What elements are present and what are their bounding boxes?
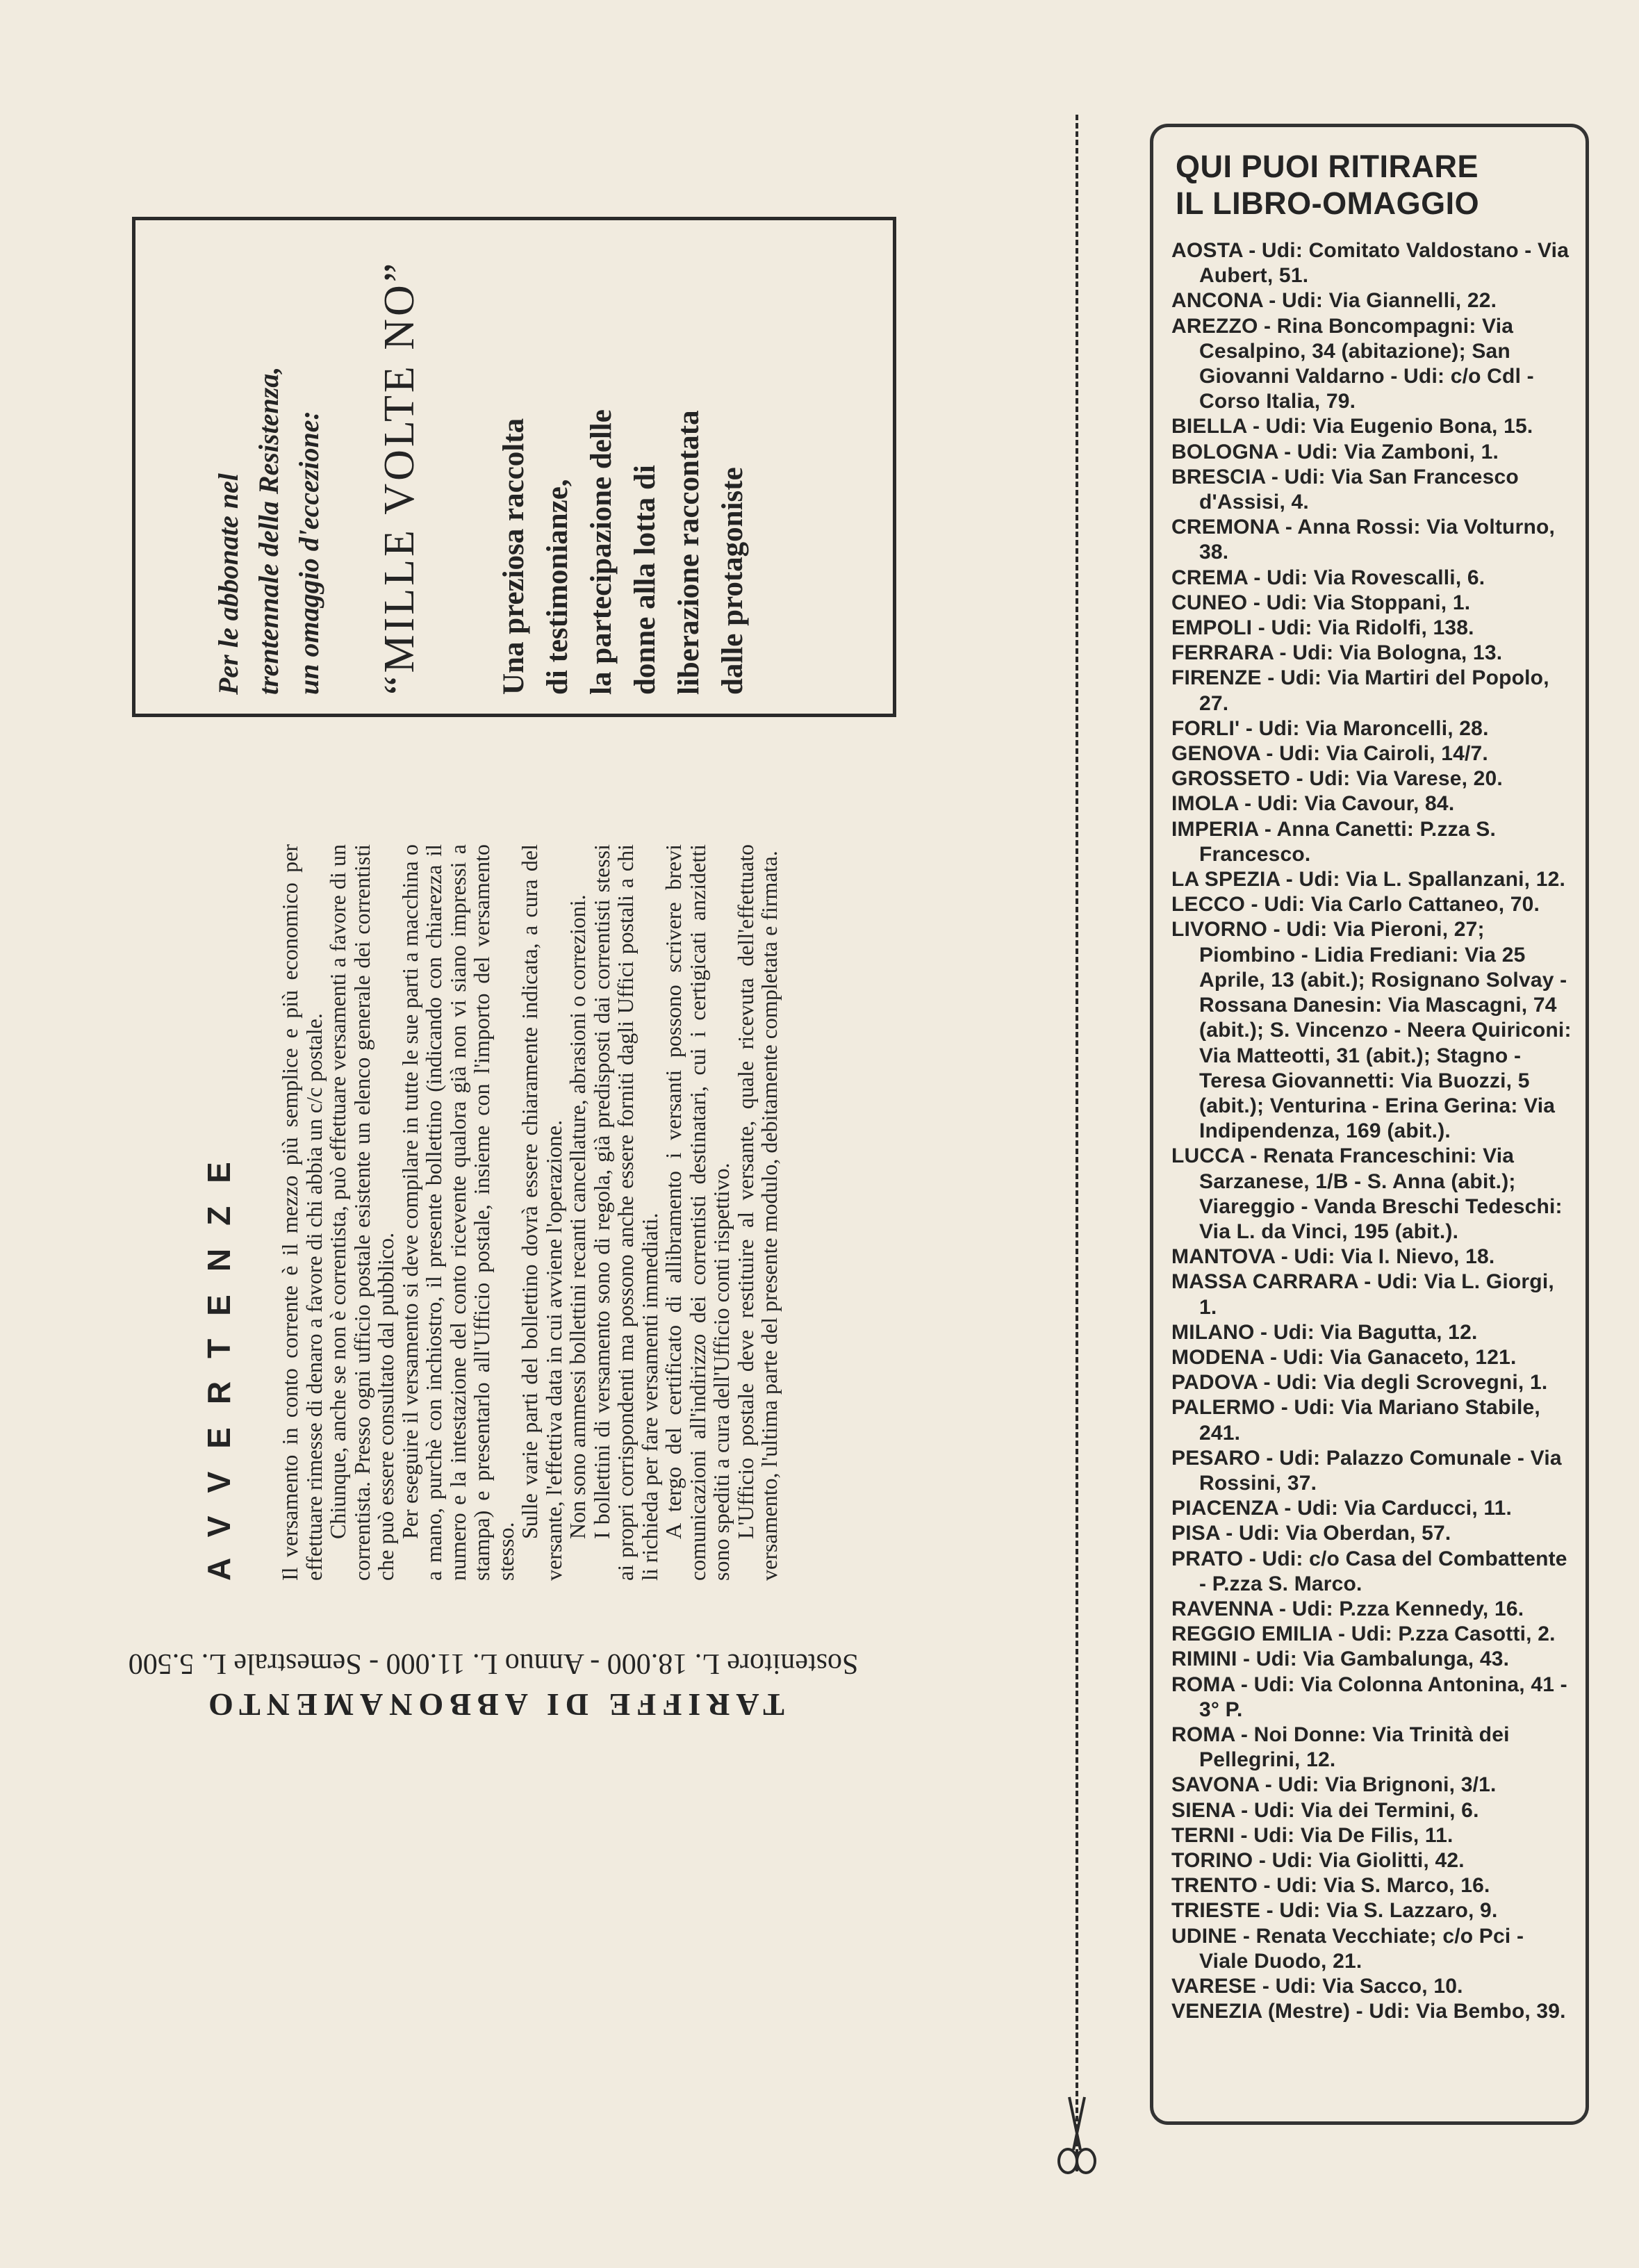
promo-description-line: dalle protagoniste <box>716 467 749 695</box>
avvertenze-heading: AVVERTENZE <box>201 1139 237 1581</box>
pickup-locations-panel <box>1150 124 1589 2125</box>
avvertenze-text <box>278 844 782 1581</box>
avvertenze-paragraph: Per eseguire il versamento si deve compilare in tutte le sue parti a macchina o a mano, purchè con inchiostro, il presente bollettino (indicando con chiarezza il numero e la intestazione del conto ricevente qualora già non vi siano impressi a stampa) e presentarlo all'Ufficio postale, insieme con l'importo del versamento stesso. <box>397 844 518 1581</box>
location-item: CREMA - Udi: Via Rovescalli, 6. <box>1171 566 1485 589</box>
location-item: LUCCA - Renata Franceschini: Via Sarzanese, 1/B - S. Anna (abit.); Viareggio - Vanda Breschi Tedeschi: Via L. da Vinci, 195 (abit.). <box>1171 1144 1563 1243</box>
location-item: ANCONA - Udi: Via Giannelli, 22. <box>1171 289 1497 313</box>
avvertenze-paragraph: A tergo del certificato di allibramento i versanti possono scrivere brevi comunicazioni all'indirizzo dei correntisti destinatari, cui i certigicati anzidetti sono spediti a cura dell'Ufficio conti rispettivo. <box>661 844 734 1581</box>
location-item: AOSTA - Udi: Comitato Valdostano - Via Aubert, 51. <box>1171 239 1570 288</box>
location-item: TORINO - Udi: Via Giolitti, 42. <box>1171 1849 1465 1872</box>
location-item: REGGIO EMILIA - Udi: P.zza Casotti, 2. <box>1171 1622 1556 1646</box>
panel-title-line: QUI PUOI RITIRARE <box>1176 149 1479 184</box>
promo-intro-line: Per le abbonate nel <box>213 473 244 695</box>
location-item: FORLI' - Udi: Via Maroncelli, 28. <box>1171 716 1489 740</box>
location-item: TERNI - Udi: Via De Filis, 11. <box>1171 1823 1453 1847</box>
promo-description <box>492 250 755 695</box>
location-item: MANTOVA - Udi: Via I. Nievo, 18. <box>1171 1245 1495 1269</box>
location-item: BOLOGNA - Udi: Via Zamboni, 1. <box>1171 440 1499 463</box>
location-item: TRENTO - Udi: Via S. Marco, 16. <box>1171 1874 1490 1898</box>
promo-intro <box>208 250 329 695</box>
location-item: GENOVA - Udi: Via Cairoli, 14/7. <box>1171 742 1488 766</box>
location-item: PISA - Udi: Via Oberdan, 57. <box>1171 1522 1451 1545</box>
promo-description-line: donne alla lotta di <box>629 465 661 695</box>
tariffe-rates: Sostenitore L. 18.000 - Annuo L. 11.000 - Semestrale L. 5.500 <box>128 1647 859 1679</box>
promo-description-line: di testimonianze, <box>541 479 574 695</box>
location-item: EMPOLI - Udi: Via Ridolfi, 138. <box>1171 616 1474 640</box>
scissors-icon <box>1053 2092 1101 2182</box>
avvertenze-paragraph: Il versamento in conto corrente è il mezzo più semplice e più economico per effettuare rimesse di denaro a favore di chi abbia un c/c postale. <box>277 844 327 1581</box>
tariffe-title: TARIFFE DI ABBONAMENTO <box>202 1687 784 1723</box>
location-item: MASSA CARRARA - Udi: Via L. Giorgi, 1. <box>1171 1270 1554 1319</box>
location-item: PADOVA - Udi: Via degli Scrovegni, 1. <box>1171 1371 1548 1395</box>
panel-title-line: IL LIBRO-OMAGGIO <box>1176 186 1480 221</box>
promo-description-line: la partecipazione delle <box>585 409 618 695</box>
location-item: UDINE - Renata Vecchiate; c/o Pci - Viale Duodo, 21. <box>1171 1924 1524 1973</box>
promo-content <box>208 250 806 695</box>
location-item: FIRENZE - Udi: Via Martiri del Popolo, 27. <box>1171 666 1549 715</box>
location-item: PRATO - Udi: c/o Casa del Combattente - P.zza S. Marco. <box>1171 1547 1567 1595</box>
avvertenze-section <box>198 844 934 1581</box>
location-item: FERRARA - Udi: Via Bologna, 13. <box>1171 641 1503 665</box>
promo-book-title: “MILLE VOLTE NO” <box>376 260 423 695</box>
location-item: LIVORNO - Udi: Via Pieroni, 27; Piombino - Lidia Frediani: Via 25 Aprile, 13 (abit.); Rosignano Solvay - Rossana Danesin: Via Mascagni, 74 (abit.); S. Vincenzo - Neera Quiriconi: Via Matteotti, 31 (abit.); Stagno - Teresa Giovannetti: Via Buozzi, 5 (abit.); Venturina - Erina Gerina: Via Indipendenza, 169 (abit.). <box>1171 918 1572 1143</box>
location-item: TRIESTE - Udi: Via S. Lazzaro, 9. <box>1171 1899 1498 1923</box>
location-item: ROMA - Udi: Via Colonna Antonina, 41 - 3° P. <box>1171 1673 1567 1721</box>
avvertenze-paragraph: Chiunque, anche se non è correntista, può effettuare versamenti a favore di un correntista. Presso ogni ufficio postale esistente un elenco generale dei correntisti che può essere consultato dal pubblico. <box>325 844 398 1581</box>
location-item: PALERMO - Udi: Via Mariano Stabile, 241. <box>1171 1396 1540 1445</box>
cut-line <box>1076 115 1078 2171</box>
promo-intro-line: trentennale della Resistenza, <box>253 366 284 695</box>
location-item: ROMA - Noi Donne: Via Trinità dei Pellegrini, 12. <box>1171 1723 1510 1772</box>
location-item: SAVONA - Udi: Via Brignoni, 3/1. <box>1171 1773 1497 1797</box>
location-item: IMOLA - Udi: Via Cavour, 84. <box>1171 792 1455 816</box>
location-item: PIACENZA - Udi: Via Carducci, 11. <box>1171 1497 1513 1520</box>
locations-list <box>1171 238 1572 2024</box>
location-item: CREMONA - Anna Rossi: Via Volturno, 38. <box>1171 516 1556 564</box>
promo-description-line: liberazione raccontata <box>673 410 705 695</box>
location-item: VENEZIA (Mestre) - Udi: Via Bembo, 39. <box>1171 2000 1566 2023</box>
location-item: LA SPEZIA - Udi: Via L. Spallanzani, 12. <box>1171 868 1565 891</box>
tariffe-section <box>90 1640 896 1723</box>
location-item: GROSSETO - Udi: Via Varese, 20. <box>1171 767 1503 791</box>
avvertenze-paragraph: Non sono ammessi bollettini recanti cancellature, abrasioni o correzioni. <box>565 894 590 1539</box>
location-item: AREZZO - Rina Boncompagni: Via Cesalpino, 34 (abitazione); San Giovanni Valdarno - Udi: c/o Cdl - Corso Italia, 79. <box>1171 314 1534 413</box>
avvertenze-paragraph: I bollettini di versamento sono di regola, già predisposti dai correntisti stessi ai propri corrispondenti ma possono anche essere forniti dagli Uffici postali a chi li richieda per fare versamenti immediati. <box>588 844 662 1581</box>
panel-title <box>1176 148 1572 222</box>
promo-intro-line: un omaggio d'eccezione: <box>293 411 324 695</box>
location-item: SIENA - Udi: Via dei Termini, 6. <box>1171 1798 1479 1822</box>
location-item: PESARO - Udi: Palazzo Comunale - Via Rossini, 37. <box>1171 1446 1562 1495</box>
avvertenze-paragraph: Sulle varie parti del bollettino dovrà essere chiaramente indicata, a cura del versante, l'effettiva data in cui avviene l'operazione. <box>517 844 566 1581</box>
location-item: RIMINI - Udi: Via Gambalunga, 43. <box>1171 1647 1510 1671</box>
location-item: VARESE - Udi: Via Sacco, 10. <box>1171 1975 1463 1998</box>
location-item: MODENA - Udi: Via Ganaceto, 121. <box>1171 1345 1517 1369</box>
location-item: RAVENNA - Udi: P.zza Kennedy, 16. <box>1171 1597 1524 1620</box>
location-item: BRESCIA - Udi: Via San Francesco d'Assisi, 4. <box>1171 465 1519 514</box>
location-item: CUNEO - Udi: Via Stoppani, 1. <box>1171 591 1471 614</box>
location-item: LECCO - Udi: Via Carlo Cattaneo, 70. <box>1171 893 1540 917</box>
location-item: MILANO - Udi: Via Bagutta, 12. <box>1171 1320 1478 1344</box>
location-item: BIELLA - Udi: Via Eugenio Bona, 15. <box>1171 415 1533 438</box>
promo-description-line: Una preziosa raccolta <box>497 418 530 695</box>
location-item: IMPERIA - Anna Canetti: P.zza S. Francesco. <box>1171 817 1497 866</box>
avvertenze-paragraph: L'Ufficio postale deve restituire al versante, quale ricevuta dell'effettuato versamento, l'ultima parte del presente modulo, debitamente completata e firmata. <box>732 844 782 1581</box>
